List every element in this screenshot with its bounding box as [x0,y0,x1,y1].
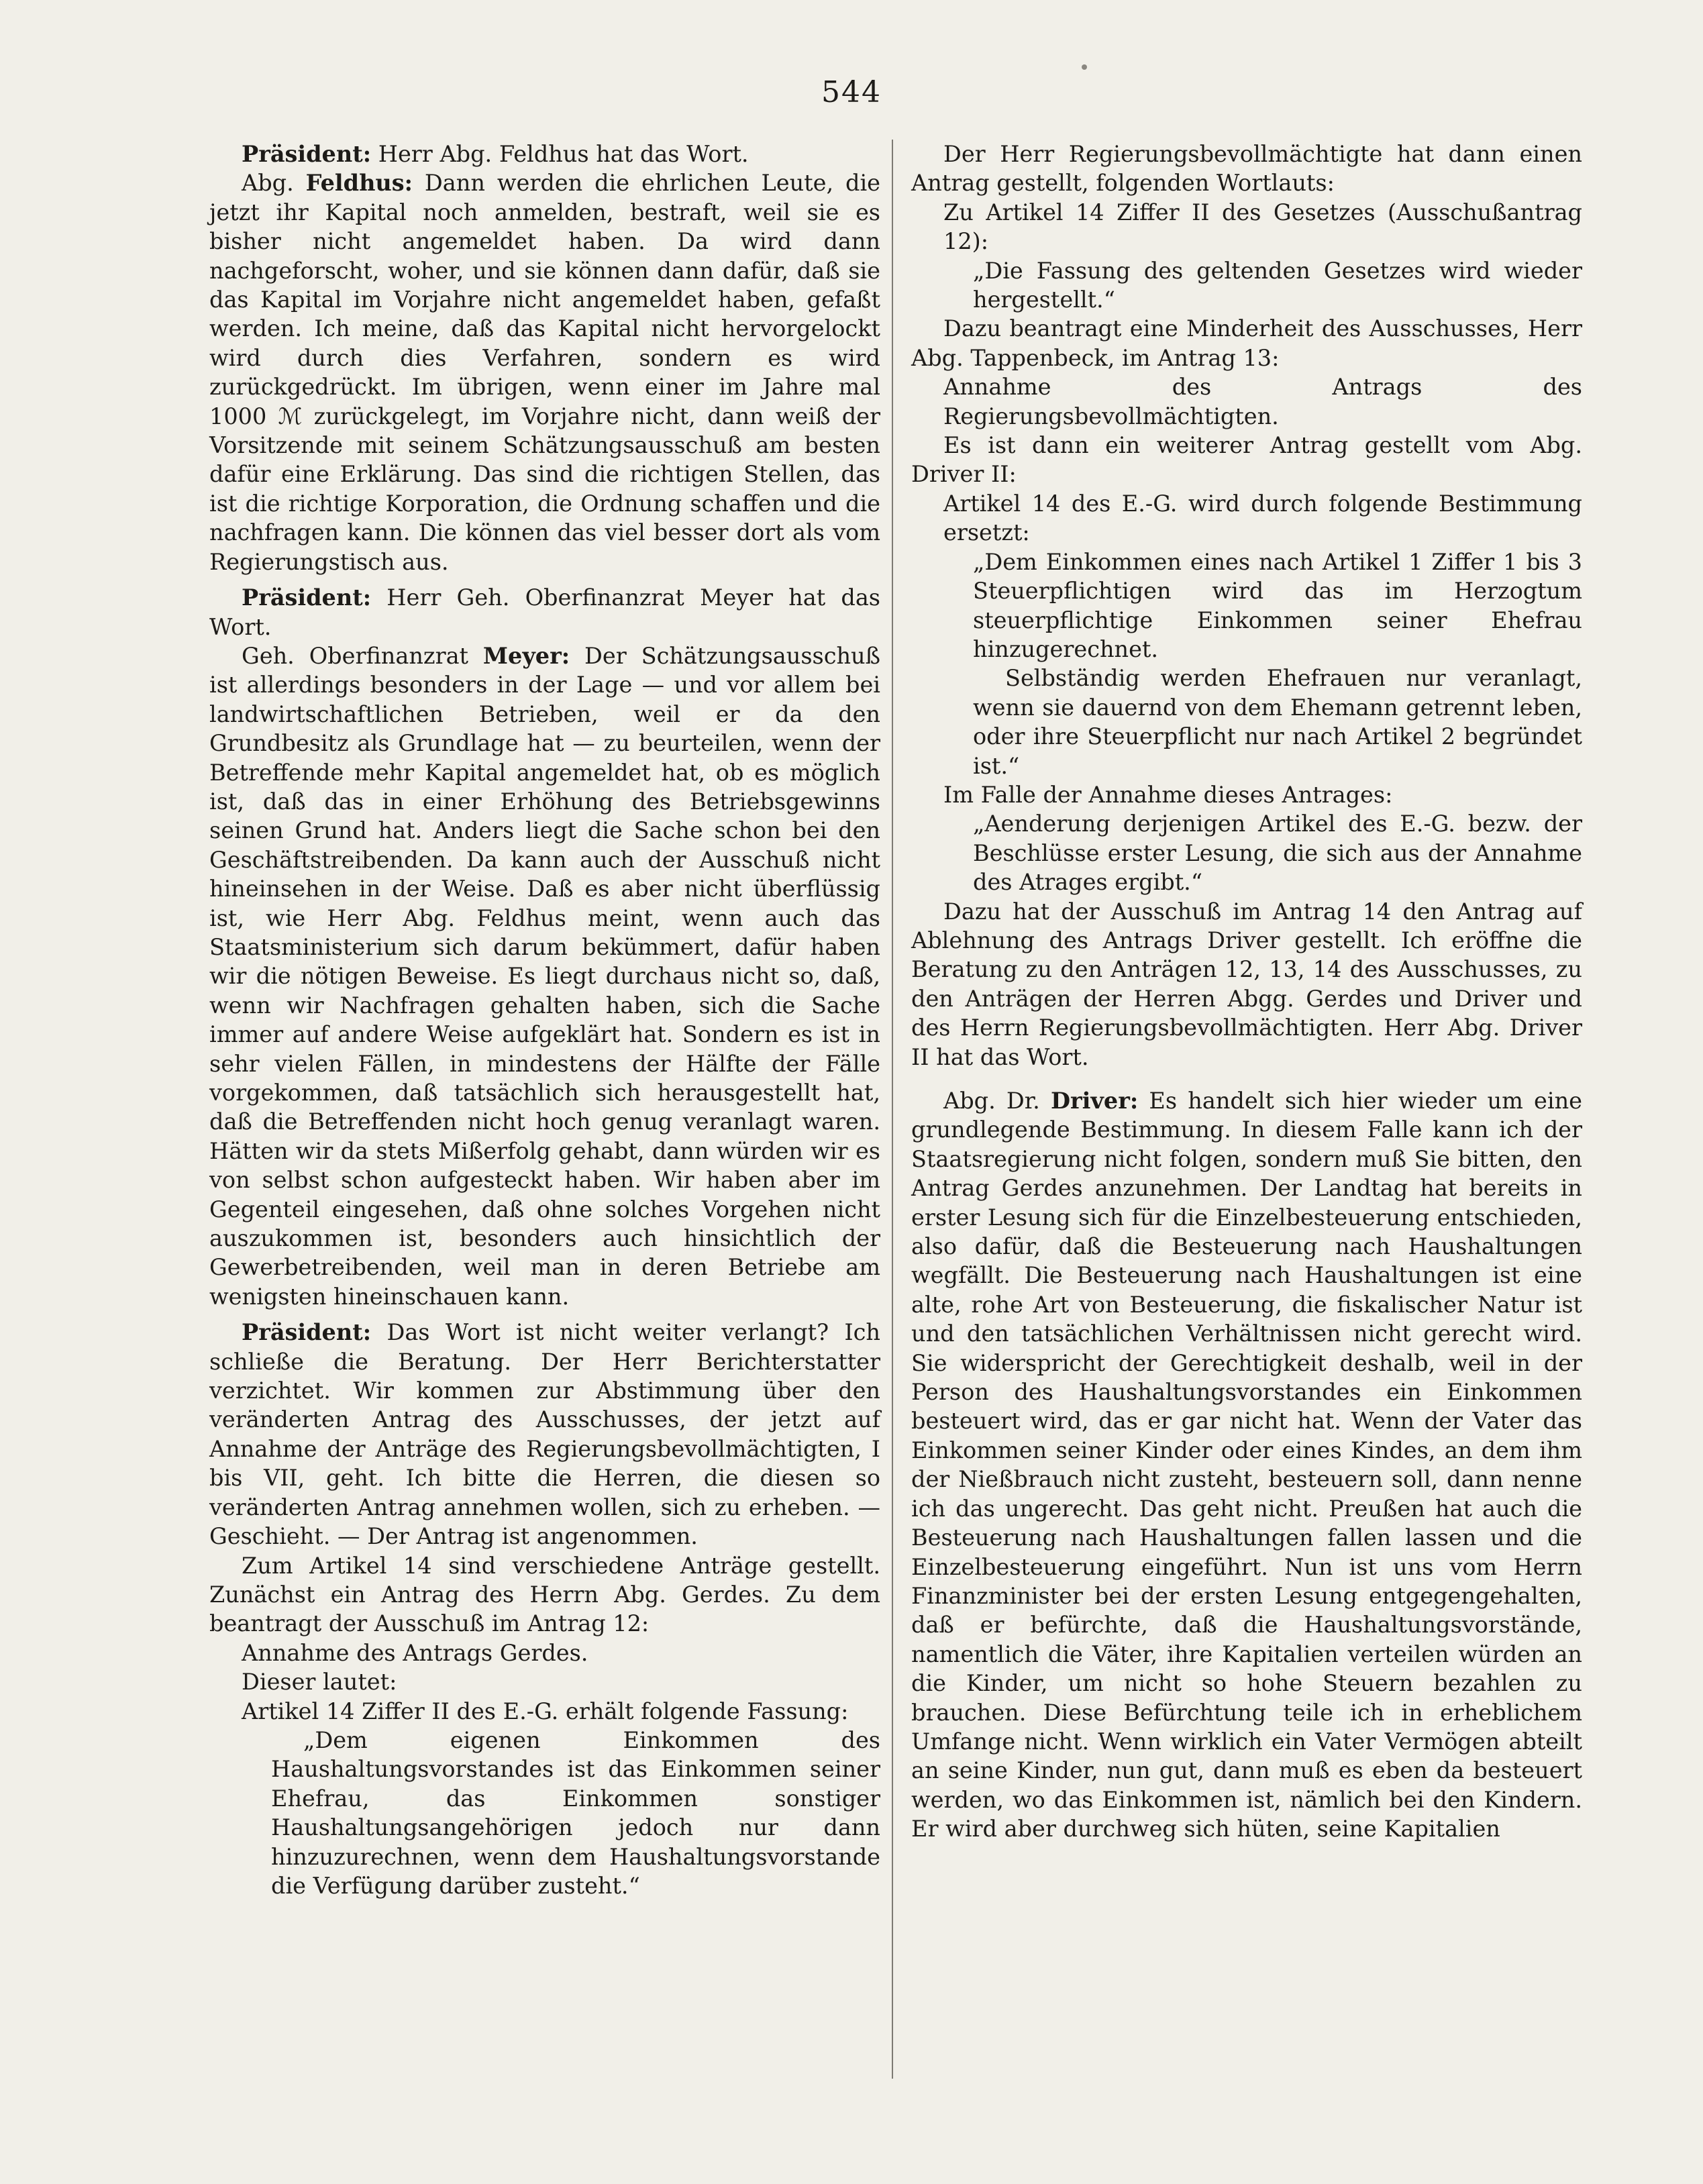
paragraph [209,140,880,168]
paragraph: Der Herr Regierungsbevollmächtigte hat dann einen Antrag gestellt, folgenden Wortlauts: [911,141,1582,197]
paragraph-text: Das Wort ist nicht weiter verlangt? Ich schließe die Beratung. Der Herr Berichterstatter verzichtet. Wir kommen zur Abstimmung über den veränderten Antrag des Ausschusses, der jetzt auf Annahme der Anträge des Regierungsbevollmächtigten, I bis VII, geht. Ich bitte die Herren, die diesen so veränderten Antrag annehmen wollen, sich zu erheben. — Geschieht. — Der Antrag ist angenommen. [209,1319,880,1550]
paragraph-text: Der Schätzungsausschuß ist allerdings besonders in der Lage — und vor allem bei landwirtschaftlichen Betrieben, weil er da den Grundbesitz als Grundlage hat — zu beurteilen, wenn der Betreffende mehr Kapital angemeldet hat, ob es möglich ist, daß das in einer Erhöhung des Betriebsgewinns seinen Grund hat. Anders liegt die Sache schon bei den Geschäftstreibenden. Da kann auch der Ausschuß nicht hineinsehen in der Weise. Daß es aber nicht überflüssig ist, wie Herr Abg. Feldhus meint, wenn auch das Staatsministerium sich darum bekümmert, dafür haben wir die nötigen Beweise. Es liegt durchaus nicht so, daß, wenn wir Nachfragen gehalten haben, sich die Sache immer auf andere Weise aufgeklärt hat. Sondern es ist in sehr vielen Fällen, in mindestens der Hälfte der Fälle vorgekommen, daß tatsächlich sich herausgestellt hat, daß die Betreffenden nicht hoch genug veranlagt waren. Hätten wir da stets Mißerfolg gehabt, dann würden wir es von selbst schon aufgesteckt haben. Wir haben aber im Gegenteil eingesehen, daß ohne solches Vorgehen nicht auszukommen ist, besonders auch hinsichtlich der Gewerbetreibenden, weil man in deren Betriebe am wenigsten hineinschauen kann. [209,642,880,1310]
quoted-text: „Die Fassung des geltenden Gesetzes wird wieder hergestellt.“ [973,257,1582,313]
paragraph [209,583,880,641]
speaker-name: Driver: [1050,1088,1139,1114]
quoted-text: „Dem eigenen Einkommen des Haushaltungsvorstandes ist das Einkommen seiner Ehefrau, das Einkommen sonstiger Haushaltungsangehörigen jedoch nur dann hinzuzurechnen, wenn dem Haushaltungsvorstande die Verfügung darüber zusteht.“ [271,1726,880,1899]
speaker-title: Abg. Dr. [943,1088,1051,1114]
paragraph [209,641,880,1311]
paragraph: Es ist dann ein weiterer Antrag gestellt vom Abg. Driver II: [911,432,1582,488]
paragraph-text: Es handelt sich hier wieder um eine grundlegende Bestimmung. In diesem Falle kann ich der Staatsregierung nicht folgen, sondern muß Sie bitten, den Antrag Gerdes anzunehmen. Der Landtag hat bereits in erster Lesung sich für die Einzelbesteuerung entschieden, also dafür, daß die Besteuerung nach Haushaltungen wegfällt. Die Besteuerung nach Haushaltungen ist eine alte, rohe Art von Besteuerung, die fiskalischer Natur ist und den tatsächlichen Verhältnissen nicht gerecht wird. Sie widerspricht der Gerechtigkeit deshalb, weil in der Person des Haushaltungsvorstandes ein Einkommen besteuert wird, das er gar nicht hat. Wenn der Vater das Einkommen seiner Kinder oder eines Kindes, an dem ihm der Nießbrauch nicht zusteht, besteuern soll, dann nenne ich das ungerecht. Das geht nicht. Preußen hat auch die Besteuerung nach Haushaltungen fallen lassen und die Einzelbesteuerung eingeführt. Nun ist uns vom Herrn Finanzminister bei der ersten Lesung entgegengehalten, daß er befürchte, daß die Haushaltungsvorstände, namentlich die Väter, ihre Kapitalien verteilen würden an die Kinder, um nicht so hohe Steuern bezahlen zu brauchen. Diese Befürchtung teile ich in erheblichem Umfange nicht. Wenn wirklich ein Vater Vermögen abteilt an seine Kinder, nun gut, dann muß es eben da besteuert werden, wo das Einkommen ist, nämlich bei den Kindern. Er wird aber durchweg sich hüten, seine Kapitalien [911,1088,1582,1842]
speaker-title: Geh. Oberfinanzrat [242,642,483,669]
column-divider [892,140,893,2079]
paragraph: Dieser lautet: [242,1669,397,1696]
paragraph: Dazu hat der Ausschuß im Antrag 14 den Antrag auf Ablehnung des Antrags Driver gestellt. Ich eröffne die Beratung zu den Anträgen 12, 13, 14 des Ausschusses, zu den Anträgen der Herren Abgg. Gerdes und Driver und des Herrn Regierungsbevollmächtigten. Herr Abg. Driver II hat das Wort. [911,898,1582,1070]
speaker-name: Meyer: [482,642,570,669]
speaker-name: Präsident: [242,141,372,167]
motion-text: Annahme des Antrags Gerdes. [242,1639,588,1666]
paragraph-text: Dann werden die ehrlichen Leute, die jetzt ihr Kapital noch anmelden, bestraft, weil sie es bisher nicht angemeldet haben. Da wird dann nachgeforscht, woher, und sie können dann dafür, daß sie das Kapital im Vorjahre nicht angemeldet haben, gefaßt werden. Ich meine, daß das Kapital nicht hervorgelockt wird durch dies Verfahren, sondern es wird zurückgedrückt. Im übrigen, wenn einer im Jahre mal 1000 ℳ zurückgelegt, im Vorjahre nicht, dann weiß der Vorsitzende mit seinem Schätzungsausschuß am besten dafür eine Erklärung. Das sind die richtigen Stellen, das ist die richtige Korporation, die Ordnung schaffen und die nachfragen kann. Die können das viel besser dort als vom Regierungstisch aus. [209,170,880,575]
paragraph: Dazu beantragt eine Minderheit des Ausschusses, Herr Abg. Tappenbeck, im Antrag 13: [911,315,1582,371]
quoted-text: „Aenderung derjenigen Artikel des E.-G. bezw. der Beschlüsse erster Lesung, die sich aus der Annahme des Atrages ergibt.“ [973,811,1582,896]
right-column [911,140,1582,1844]
motion-text: Artikel 14 Ziffer II des E.-G. erhält folgende Fassung: [242,1698,849,1724]
motion-text: Im Falle der Annahme dieses Antrages: [943,781,1393,808]
motion-text: Artikel 14 des E.-G. wird durch folgende Bestimmung ersetzt: [943,490,1582,546]
quoted-text: „Dem Einkommen eines nach Artikel 1 Ziffer 1 bis 3 Steuerpflichtigen wird das im Herzogtum steuerpflichtige Einkommen seiner Ehefrau hinzugerechnet. [973,548,1582,662]
left-column [209,140,880,1900]
speck-mark [1082,64,1087,70]
motion-text: Zu Artikel 14 Ziffer II des Gesetzes (Ausschußantrag 12): [943,199,1582,255]
paragraph: Zum Artikel 14 sind verschiedene Anträge gestellt. Zunächst ein Antrag des Herrn Abg. Gerdes. Zu dem beantragt der Ausschuß im Antrag 12: [209,1552,880,1637]
paragraph-text: Herr Geh. Oberfinanzrat Meyer hat das Wort. [209,584,880,640]
paragraph-text: Herr Abg. Feldhus hat das Wort. [371,141,749,167]
page-number: 544 [821,75,882,109]
speaker-name: Präsident: [242,584,372,611]
speaker-name: Präsident: [242,1319,372,1346]
paragraph [209,1318,880,1551]
speaker-title: Abg. [242,170,306,197]
paragraph [209,168,880,576]
motion-text: Annahme des Antrags des Regierungsbevollmächtigten. [943,374,1582,429]
paragraph [911,1086,1582,1844]
quoted-text: Selbständig werden Ehefrauen nur veranlagt, wenn sie dauernd von dem Ehemann getrennt leben, oder ihre Steuerpflicht nur nach Artikel 2 begründet ist.“ [973,665,1582,779]
speaker-name: Feldhus: [305,170,413,197]
